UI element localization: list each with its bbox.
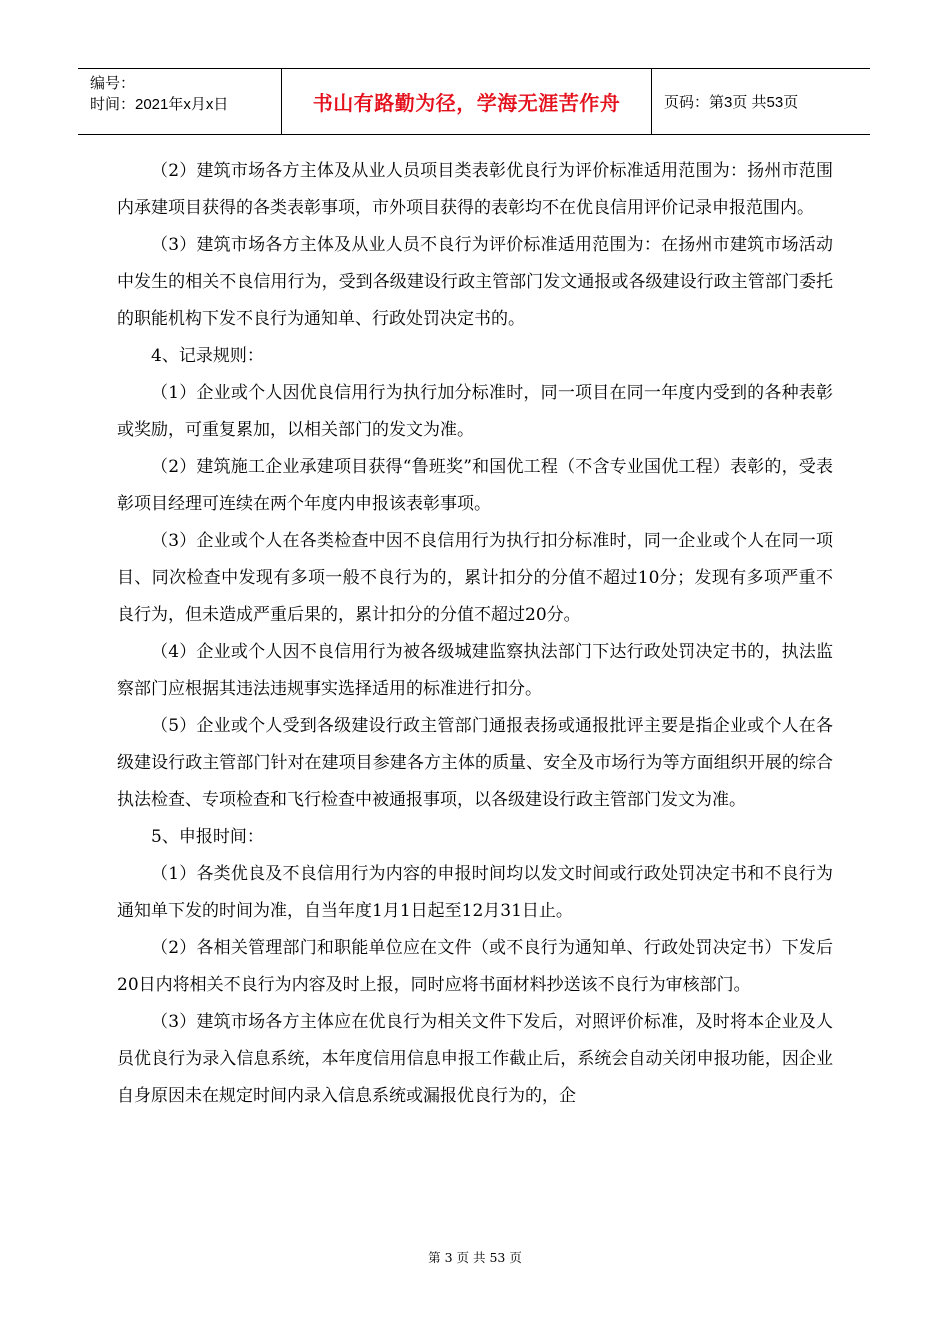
paragraph: （5）企业或个人受到各级建设行政主管部门通报表扬或通报批评主要是指企业或个人在各级建设行政主管部门针对在建项目参建各方主体的质量、安全及市场行为等方面组织开展的综合执法检查、专项检查和飞行检查中被通报事项，以各级建设行政主管部门发文为准。 — [117, 716, 833, 810]
document-time-label: 时间：2021年x月x日 — [90, 96, 229, 113]
page-footer: 第 3 页 共 53 页 — [428, 1250, 522, 1265]
document-body — [117, 153, 833, 1115]
header-page-info-cell — [652, 69, 870, 134]
paragraph: （1）企业或个人因优良信用行为执行加分标准时，同一项目在同一年度内受到的各种表彰或奖励，可重复累加，以相关部门的发文为准。 — [117, 383, 833, 440]
paragraph: （3）建筑市场各方主体应在优良行为相关文件下发后，对照评价标准，及时将本企业及人员优良行为录入信息系统，本年度信用信息申报工作截止后，系统会自动关闭申报功能，因企业自身原因未在规定时间内录入信息系统或漏报优良行为的，企 — [117, 1012, 833, 1106]
paragraph: （2）建筑市场各方主体及从业人员项目类表彰优良行为评价标准适用范围为：扬州市范围内承建项目获得的各类表彰事项，市外项目获得的表彰均不在优良信用评价记录申报范围内。 — [117, 161, 833, 218]
header-page-info: 页码：第3页 共53页 — [664, 94, 799, 111]
header-motto-cell — [282, 69, 652, 134]
paragraph: （3）企业或个人在各类检查中因不良信用行为执行扣分标准时，同一企业或个人在同一项目、同次检查中发现有多项一般不良行为的，累计扣分的分值不超过10分；发现有多项严重不良行为，但未造成严重后果的，累计扣分的分值不超过20分。 — [117, 531, 833, 625]
paragraph: （4）企业或个人因不良信用行为被各级城建监察执法部门下达行政处罚决定书的，执法监察部门应根据其违法违规事实选择适用的标准进行扣分。 — [117, 642, 833, 699]
document-header — [78, 68, 870, 135]
paragraph: （2）建筑施工企业承建项目获得“鲁班奖”和国优工程（不含专业国优工程）表彰的，受表彰项目经理可连续在两个年度内申报该表彰事项。 — [117, 457, 833, 514]
section-heading: 4、记录规则： — [151, 346, 264, 366]
header-meta — [78, 69, 282, 134]
section-heading: 5、申报时间： — [151, 827, 264, 847]
paragraph: （2）各相关管理部门和职能单位应在文件（或不良行为通知单、行政处罚决定书）下发后20日内将相关不良行为内容及时上报，同时应将书面材料抄送该不良行为审核部门。 — [117, 938, 833, 995]
document-number-label: 编号： — [90, 75, 136, 92]
header-motto: 书山有路勤为径，学海无涯苦作舟 — [312, 91, 621, 115]
paragraph: （3）建筑市场各方主体及从业人员不良行为评价标准适用范围为：在扬州市建筑市场活动中发生的相关不良信用行为，受到各级建设行政主管部门发文通报或各级建设行政主管部门委托的职能机构下发不良行为通知单、行政处罚决定书的。 — [117, 235, 833, 329]
paragraph: （1）各类优良及不良信用行为内容的申报时间均以发文时间或行政处罚决定书和不良行为通知单下发的时间为准，自当年度1月1日起至12月31日止。 — [117, 864, 833, 921]
